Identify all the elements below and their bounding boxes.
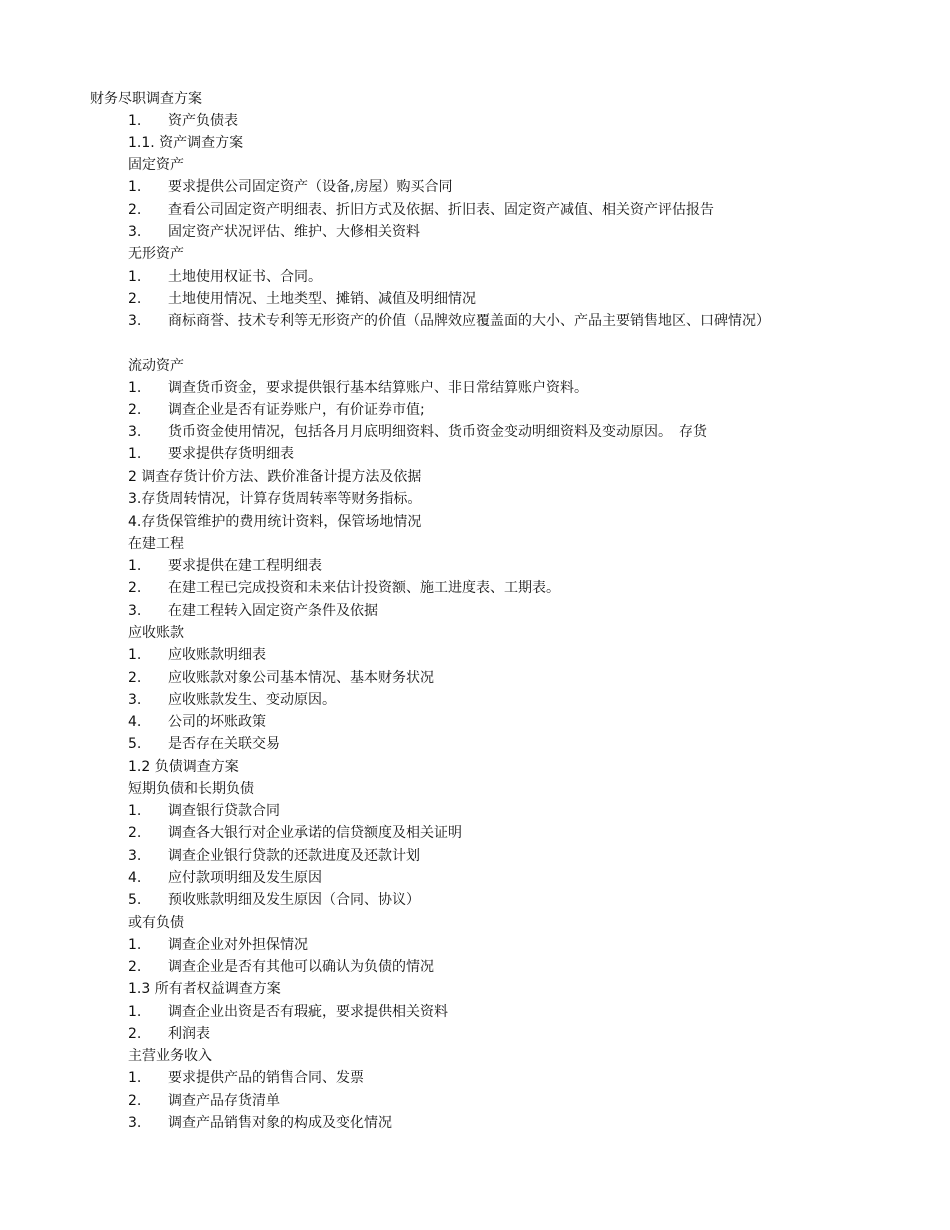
list-item: 调查产品存货清单 [168, 1093, 280, 1109]
list-number: 2. [128, 825, 142, 841]
list-item: 预收账款明细及发生原因（合同、协议） [168, 892, 420, 908]
list-number: 5. [128, 892, 142, 908]
list-item: 要求提供在建工程明细表 [168, 558, 322, 574]
list-item: 在建工程已完成投资和未来估计投资额、施工进度表、工期表。 [168, 580, 560, 596]
list-item: 调查各大银行对企业承诺的信贷额度及相关证明 [168, 825, 462, 841]
list-number: 3. [128, 692, 142, 708]
category-heading: 或有负债 [128, 915, 184, 931]
document-title: 财务尽职调查方案 [90, 91, 202, 107]
list-item: 4.存货保管维护的费用统计资料，保管场地情况 [128, 514, 422, 530]
category-heading: 在建工程 [128, 536, 184, 552]
list-number: 1. [128, 269, 142, 285]
list-item: 是否存在关联交易 [168, 736, 280, 752]
list-number: 1. [128, 558, 142, 574]
list-item: 要求提供存货明细表 [168, 446, 294, 462]
list-item: 在建工程转入固定资产条件及依据 [168, 603, 378, 619]
category-heading: 短期负债和长期负债 [128, 781, 254, 797]
list-item: 调查产品销售对象的构成及变化情况 [168, 1115, 392, 1131]
list-number: 2. [128, 291, 142, 307]
list-number: 3. [128, 848, 142, 864]
list-item: 土地使用情况、土地类型、摊销、减值及明细情况 [168, 291, 476, 307]
list-number: 2. [128, 1093, 142, 1109]
list-item: 2 调查存货计价方法、跌价准备计提方法及依据 [128, 469, 422, 485]
section-heading: 资产负债表 [168, 113, 238, 129]
list-number: 3. [128, 603, 142, 619]
list-number: 1. [128, 1070, 142, 1086]
list-item: 要求提供产品的销售合同、发票 [168, 1070, 364, 1086]
list-number: 4. [128, 870, 142, 886]
list-item: 调查企业是否有其他可以确认为负债的情况 [168, 959, 434, 975]
list-item: 调查企业银行贷款的还款进度及还款计划 [168, 848, 420, 864]
list-item: 调查企业是否有证券账户，有价证券市值; [168, 402, 425, 418]
list-number: 3. [128, 224, 142, 240]
list-number: 2. [128, 959, 142, 975]
subsection-heading: 1.2 负债调查方案 [128, 759, 239, 775]
list-number: 4. [128, 714, 142, 730]
list-number: 1. [128, 380, 142, 396]
list-number: 1. [128, 647, 142, 663]
list-number: 2. [128, 670, 142, 686]
list-number: 3. [128, 313, 142, 329]
list-item: 土地使用权证书、合同。 [168, 269, 322, 285]
subsection-heading: 1.1. 资产调查方案 [128, 135, 244, 151]
list-number: 1. [128, 803, 142, 819]
list-number: 2. [128, 580, 142, 596]
list-item: 公司的坏账政策 [168, 714, 266, 730]
list-number: 1. [128, 179, 142, 195]
list-item: 调查企业出资是否有瑕疵，要求提供相关资料 [168, 1004, 448, 1020]
list-number: 1. [128, 113, 142, 129]
category-heading: 应收账款 [128, 625, 184, 641]
list-item: 调查银行贷款合同 [168, 803, 280, 819]
list-item: 商标商誉、技术专利等无形资产的价值（品牌效应覆盖面的大小、产品主要销售地区、口碑情况） [168, 313, 770, 329]
list-item: 应收账款发生、变动原因。 [168, 692, 336, 708]
list-number: 1. [128, 937, 142, 953]
category-heading: 流动资产 [128, 358, 184, 374]
list-item: 应收账款明细表 [168, 647, 266, 663]
list-item: 调查企业对外担保情况 [168, 937, 308, 953]
list-number: 2. [128, 1026, 142, 1042]
list-number: 3. [128, 1115, 142, 1131]
list-number: 2. [128, 402, 142, 418]
list-item: 要求提供公司固定资产（设备,房屋）购买合同 [168, 179, 453, 195]
list-item: 应付款项明细及发生原因 [168, 870, 322, 886]
category-heading: 主营业务收入 [128, 1048, 212, 1064]
list-item: 3.存货周转情况，计算存货周转率等财务指标。 [128, 491, 422, 507]
list-item: 利润表 [168, 1026, 210, 1042]
subsection-heading: 1.3 所有者权益调查方案 [128, 981, 281, 997]
category-heading: 无形资产 [128, 246, 184, 262]
list-number: 2. [128, 202, 142, 218]
category-heading: 固定资产 [128, 157, 184, 173]
list-number: 1. [128, 446, 142, 462]
list-item: 应收账款对象公司基本情况、基本财务状况 [168, 670, 434, 686]
list-number: 1. [128, 1004, 142, 1020]
list-item: 调查货币资金，要求提供银行基本结算账户、非日常结算账户资料。 [168, 380, 588, 396]
list-number: 3. [128, 424, 142, 440]
list-item: 查看公司固定资产明细表、折旧方式及依据、折旧表、固定资产减值、相关资产评估报告 [168, 202, 714, 218]
list-number: 5. [128, 736, 142, 752]
list-item: 固定资产状况评估、维护、大修相关资料 [168, 224, 420, 240]
list-item: 货币资金使用情况，包括各月月底明细资料、货币资金变动明细资料及变动原因。 存货 [168, 424, 707, 440]
